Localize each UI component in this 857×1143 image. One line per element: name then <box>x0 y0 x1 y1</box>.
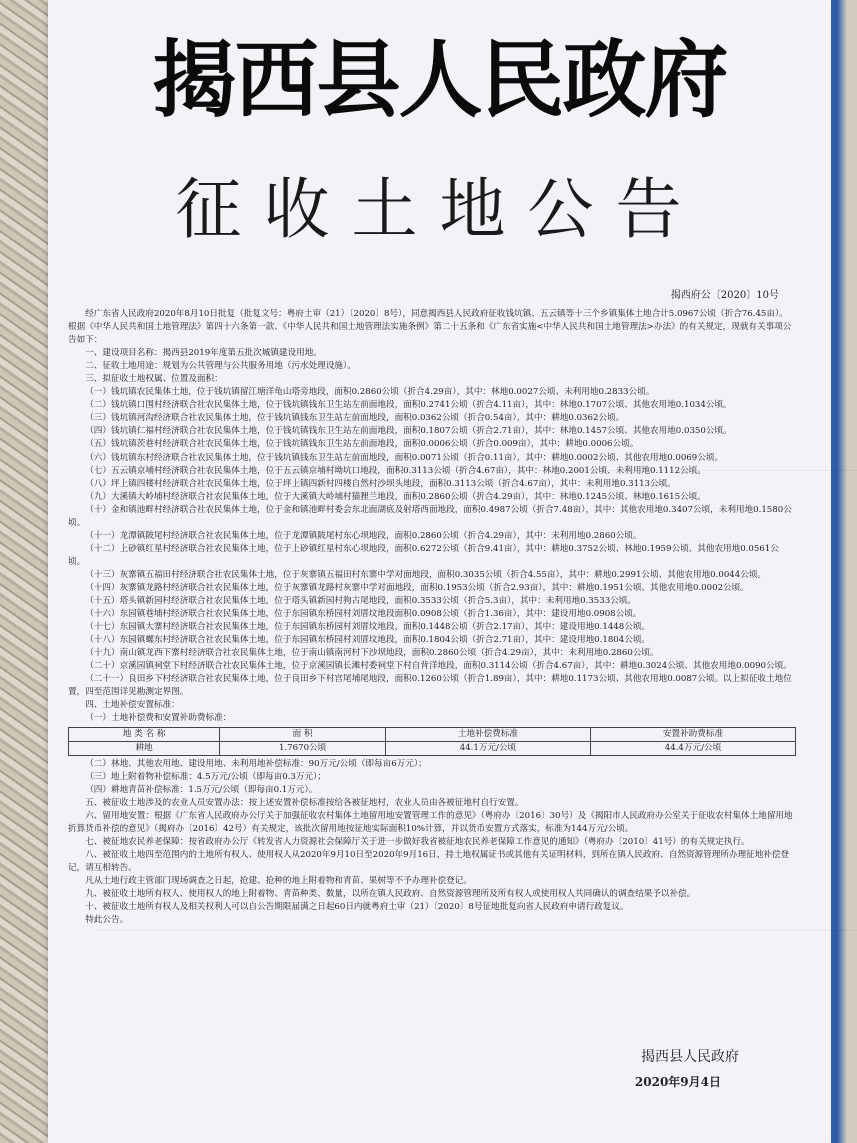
land-item: （十四）灰寨镇龙路村经济联合社农民集体土地，位于灰寨镇龙路村灰寨中学对面地段，面积0.1953公顷（折合2.93亩），其中：耕地0.1951公顷、其他农用地0.0002公顷。 <box>85 582 749 593</box>
reserved-land-paragraph: 六、留用地安置：根据《广东省人民政府办公厅关于加强征收农村集体土地留用地安置管理工作的意见》（粤府办〔2016〕30号）及《揭阳市人民政府办公室关于征收农村集体土地留用地折算货币补偿的意见》（揭府办〔2016〕42号）有关规定，该批次留用地按征地实际面积10%计算，并以货币安置方式落实，标准为144万元/公顷。 <box>68 810 793 834</box>
table-row <box>69 741 796 755</box>
table-header-cell: 安置补助费标准 <box>590 727 795 741</box>
land-item: （一）钱坑镇农民集体土地，位于钱坑镇留江塘洋龟山塔旁地段，面积0.2860公顷（折合4.29亩），其中：林地0.0027公顷、未利用地0.2833公顷。 <box>85 387 655 398</box>
land-item: （十六）东园镇巷埔村经济联合社农民集体土地，位于东园镇东桥园村刘厝坟地段面积0.0908公顷（折合1.36亩），其中：建设用地0.0908公顷。 <box>85 609 642 620</box>
notice-subtitle: 征收土地公告 <box>175 171 704 248</box>
table-header-cell: 地 类 名 称 <box>69 727 220 741</box>
compensation-item: （四）耕地青苗补偿标准：1.5万元/公顷（即每亩0.1万元）。 <box>85 784 318 795</box>
table-cell: 44.4万元/公顷 <box>590 741 795 755</box>
table-cell: 耕地 <box>69 741 220 755</box>
land-item: （十七）东园镇大寨村经济联合社农民集体土地，位于东园镇东桥园村刘厝坟地段，面积0.1448公顷（折合2.17亩），其中：建设用地0.1448公顷。 <box>85 622 651 633</box>
table-header-row <box>69 727 796 741</box>
notice-paper <box>48 0 831 1143</box>
table-cell: 1.7670公顷 <box>220 741 386 755</box>
land-item: （七）五云镇京埔村经济联合社农民集体土地，位于五云镇京埔村坳坑口地段，面积0.3113公顷（折合4.67亩），其中：林地0.2001公顷、未利用地0.1112公顷。 <box>85 465 706 476</box>
land-item: （五）钱坑镇茨巷村经济联合社农民集体土地，位于钱坑镇钱东卫生站左前面地段，面积0.0006公顷（折合0.009亩），其中：耕地0.0006公顷。 <box>85 439 639 450</box>
compensation-table <box>68 727 796 756</box>
survey-paragraph: 九、被征收土地所有权人、使用权人的地上附着物、青苗种类、数量，以所在镇人民政府、自然资源管理所及所有权人或使用权人共同确认的调查结果予以补偿。 <box>85 889 696 900</box>
land-item: （十三）灰寨镇五福田村经济联合社农民集体土地，位于灰寨镇五福田村东寨中学对面地段，面积0.3035公顷（折合4.55亩），其中：耕地0.2991公顷、其他农用地0.0044公顷。 <box>85 569 767 580</box>
item-land-use: 二、征收土地用途：规划为公共管理与公共服务用地（污水处理设施）。 <box>85 361 356 372</box>
review-paragraph: 十、被征收土地所有权人及相关权利人可以自公告期限届满之日起60日内就粤府土审（21）〔2020〕8号征地批复向省人民政府申请行政复议。 <box>85 902 629 913</box>
land-item: （十一）龙潭镇陂尾村经济联合社农民集体土地，位于龙潭镇陂尾村东心坝地段，面积0.2860公顷（折合4.29亩），其中：未利用地0.2860公顷。 <box>85 530 642 541</box>
land-item: （十八）东园镇螺东村经济联合社农民集体土地，位于东园镇东桥园村刘厝坟地段，面积0.1804公顷（折合2.71亩），其中：建设用地0.1804公顷。 <box>85 635 651 646</box>
resettlement-paragraph: 五、被征收土地涉及的农业人员安置办法：按上述安置补偿标准按给各被征地村，农业人员由各被征地村自行安置。 <box>85 797 524 808</box>
item-project-name: 一、建设项目名称：揭西县2019年度第五批次城镇建设用地。 <box>85 348 322 359</box>
signature-date: 2020年9月4日 <box>634 1075 721 1089</box>
land-item: （二）钱坑镇口围村经济联合社农民集体土地，位于钱坑镇钱东卫生站左前面地段，面积0.2741公顷（折合4.11亩），其中：林地0.1707公顷、其他农用地0.1034公顷。 <box>85 400 732 411</box>
land-item: （三）钱坑镇河沟经济联合社农民集体土地，位于钱坑镇钱东卫生站左前面地段，面积0.0362公顷（折合0.54亩），其中：耕地0.0362公顷。 <box>85 413 625 424</box>
land-item: （八）坪上镇四楼村经济联合社农民集体土地，位于坪上镇四新村四楼自然村沙坝头地段，面积0.3113公顷（折合4.67亩），其中：未利用地0.3113公顷。 <box>85 478 676 489</box>
compensation-subheading: （一）土地补偿费和安置补助费标准： <box>85 713 232 724</box>
land-item: （十九）南山镇龙西下寨村经济联合社农民集体土地，位于南山镇南河村下沙坝地段，面积0.2860公顷（折合4.29亩），其中：未利用地0.2860公顷。 <box>85 648 659 659</box>
land-item: （二十一）良田乡下村经济联合社农民集体土地，位于良田乡下村宫尾埔尾地段，面积0.1260公顷（折合1.89亩），其中：耕地0.1173公顷、其他农用地0.0087公顷。以上拟征收土地位置，四至范围详见勘测定界图。 <box>68 674 792 698</box>
land-item: （四）钱坑镇仁福村经济联合社农民集体土地，位于钱坑镇钱东卫生站左前面地段，面积0.1807公顷（折合2.71亩），其中：林地0.1457公顷、其他农用地0.0350公顷。 <box>85 426 732 437</box>
table-header-cell: 土地补偿费标准 <box>385 727 590 741</box>
land-item: （十五）塔头镇新园村经济联合社农民集体土地，位于塔头镇新园村狗古尾地段，面积0.3533公顷（折合5.3亩），其中：未利用地0.3533公顷。 <box>85 596 636 607</box>
notice-body <box>68 308 796 927</box>
item-land-ownership-heading: 三、拟征收土地权属、位置及面积： <box>85 374 223 385</box>
land-item: （十二）上砂镇红星村经济联合社农民集体土地，位于上砂镇红星村东心坝地段，面积0.6272公顷（折合9.41亩），其中：耕地0.3752公顷、林地0.1959公顷、其他农用地0.0561公顷。 <box>68 543 779 567</box>
registration-paragraph: 八、被征收土地四至范围内的土地所有权人、使用权人从2020年9月10日至2020年9月16日，持土地权属证书或其他有关证明材料，到所在镇人民政府、自然资源管理所办理征地补偿登记，请互相转告。 <box>68 849 790 873</box>
pension-paragraph: 七、被征地农民养老保障：按省政府办公厅《转发省人力资源社会保障厅关于进一步做好我省被征地农民养老保障工作意见的通知》（粤府办〔2010〕41号）的有关规定执行。 <box>85 836 750 847</box>
land-item: （六）钱坑镇东村经济联合社农民集体土地，位于钱坑镇钱东卫生站左前面地段，面积0.0071公顷（折合0.11亩），其中：耕地0.0002公顷、其他农用地0.0069公顷。 <box>85 452 724 463</box>
table-header-cell: 面 积 <box>220 727 386 741</box>
signature-organization: 揭西县人民政府 <box>641 1049 739 1065</box>
land-item: （十）金和镇池畔村经济联合社农民集体土地，位于金和镇池畔村委会东北面湖底及射塔西面地段，面积0.4987公顷（折合7.48亩），其中：其他农用地0.3407公顷，未利用地0.1580公顷。 <box>68 504 792 528</box>
compensation-item: （二）林地、其他农用地、建设用地、未利用地补偿标准：90万元/公顷（即每亩6万元）； <box>85 758 427 769</box>
land-item: （九）大溪镇大岭埔村经济联合社农民集体土地，位于大溪镇大岭埔村猫狸兰地段，面积0.2860公顷（折合4.29亩），其中：林地0.1245公顷、林地0.1615公顷。 <box>85 491 706 502</box>
intro-paragraph: 经广东省人民政府2020年8月10日批复（批复文号：粤府土审（21）〔2020〕8号），同意揭西县人民政府征收钱坑镇、五云镇等十三个乡镇集体土地合计5.0967公顷（折合76.45亩）。根据《中华人民共和国土地管理法》第四十六条第一款、《中华人民共和国土地管理法实施条例》第二十五条和《广东省实施<中华人民共和国土地管理法>办法》的有关规定，现就有关事项公告如下： <box>68 309 792 346</box>
closing-text: 特此公告。 <box>85 915 129 926</box>
document-number: 揭西府公〔2020〕10号 <box>670 290 779 301</box>
compensation-item: （三）地上附着物补偿标准：4.5万元/公顷（即每亩0.3万元）； <box>85 771 326 782</box>
compensation-heading: 四、土地补偿安置标准： <box>85 700 180 711</box>
table-cell: 44.1万元/公顷 <box>385 741 590 755</box>
paper-fold <box>96 930 857 931</box>
government-title: 揭西县人民政府 <box>152 31 727 129</box>
land-item: （二十）京溪园镇祠堂下村经济联合社农民集体土地，位于京溪园镇长滩村委祠堂下村自背洋地段，面积0.3114公顷（折合4.67亩），其中：耕地0.3024公顷、其他农用地0.0090公顷。 <box>85 661 792 672</box>
registration-note: 凡从土地行政主管部门现场调查之日起，抢建、抢种的地上附着物和青苗、果树等不予办理补偿登记。 <box>85 876 472 887</box>
